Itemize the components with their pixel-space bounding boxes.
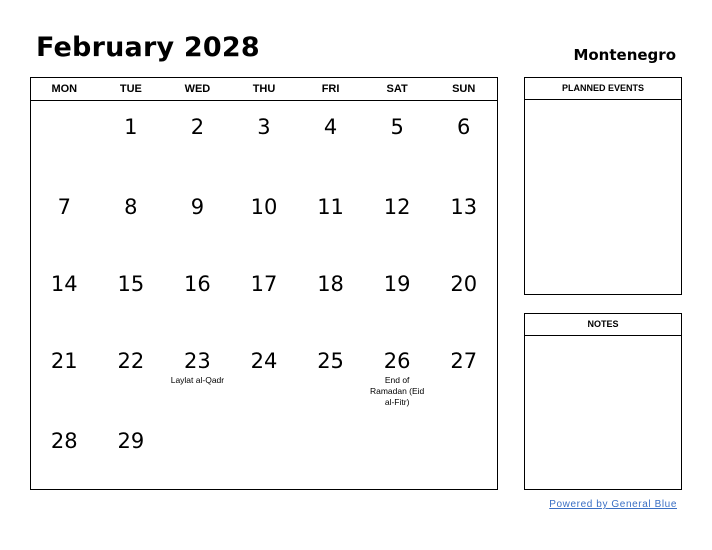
day-number: 1: [124, 115, 138, 139]
day-cell: [231, 101, 298, 181]
day-cell: [164, 335, 231, 415]
day-number: 3: [257, 115, 271, 139]
day-cell: [164, 101, 231, 181]
day-cell: [297, 415, 364, 492]
day-number: 5: [390, 115, 404, 139]
day-cell: [98, 415, 165, 492]
weekday-tue: TUE: [119, 83, 142, 95]
powered-by-link[interactable]: Powered by General Blue: [549, 499, 677, 510]
day-cell: [430, 258, 497, 335]
calendar-days: [31, 101, 497, 492]
day-number: 16: [184, 272, 211, 296]
planned-events-heading: PLANNED EVENTS: [525, 78, 681, 100]
notes-panel: [524, 313, 682, 490]
day-cell: [164, 258, 231, 335]
day-cell: [98, 101, 165, 181]
calendar-grid: [30, 77, 498, 490]
day-cell: [430, 415, 497, 492]
day-cell: [98, 258, 165, 335]
day-cell: [31, 181, 98, 258]
day-number: 8: [124, 195, 138, 219]
day-number: 13: [450, 195, 478, 219]
day-number: 28: [50, 429, 78, 453]
day-cell: [31, 258, 98, 335]
day-number: 2: [190, 115, 205, 139]
day-number: 19: [383, 272, 411, 296]
holiday-label: Laylat al-Qadr: [170, 375, 225, 385]
day-number: 17: [250, 272, 278, 296]
day-cell: [31, 335, 98, 415]
day-number: 29: [117, 429, 145, 453]
day-number: 15: [117, 272, 145, 296]
day-cell: [430, 101, 497, 181]
day-number: 20: [450, 272, 478, 296]
day-number: 18: [317, 272, 344, 296]
country-name: Montenegro: [573, 46, 676, 64]
day-cell: [98, 181, 165, 258]
weekday-header: [31, 78, 497, 101]
day-cell: [430, 335, 497, 415]
day-cell: [98, 335, 165, 415]
holiday-label: End of Ramadan (Eid al-Fitr): [369, 375, 425, 407]
day-cell: [364, 181, 431, 258]
day-cell: [231, 258, 298, 335]
day-cell: [164, 415, 231, 492]
day-number: 24: [250, 349, 278, 373]
day-number: 26: [383, 349, 411, 373]
day-cell: [430, 181, 497, 258]
weekday-wed: WED: [184, 83, 211, 95]
day-number: [164, 415, 231, 429]
day-cell: [297, 101, 364, 181]
day-cell: [297, 258, 364, 335]
day-cell: [364, 335, 431, 415]
day-number: 14: [50, 272, 78, 296]
day-number: 4: [323, 115, 338, 139]
day-cell: [164, 181, 231, 258]
day-cell: [31, 101, 98, 181]
day-cell: [31, 415, 98, 492]
day-number: 6: [457, 115, 471, 139]
day-cell: [231, 181, 298, 258]
day-cell: [364, 258, 431, 335]
weekday-sun: SUN: [452, 83, 476, 95]
day-number: 22: [117, 349, 145, 373]
day-number: 23: [184, 349, 211, 373]
planned-events-panel: [524, 77, 682, 295]
day-number: 21: [50, 349, 78, 373]
weekday-thu: THU: [252, 83, 276, 95]
day-number: 25: [317, 349, 344, 373]
day-number: [31, 101, 98, 115]
day-cell: [364, 101, 431, 181]
weekday-mon: MON: [51, 83, 78, 95]
day-number: [430, 415, 497, 429]
weekday-fri: FRI: [321, 83, 340, 95]
weekday-sat: SAT: [386, 83, 408, 95]
day-number: 10: [250, 195, 278, 219]
day-number: [364, 415, 431, 429]
day-number: [297, 415, 364, 429]
day-number: [231, 415, 298, 429]
day-cell: [364, 415, 431, 492]
day-cell: [231, 335, 298, 415]
day-number: 7: [57, 195, 71, 219]
day-number: 9: [190, 195, 205, 219]
notes-heading: NOTES: [525, 314, 681, 336]
day-cell: [297, 181, 364, 258]
day-number: 27: [450, 349, 478, 373]
day-number: 12: [383, 195, 411, 219]
page-title: February 2028: [36, 32, 260, 63]
day-number: 11: [317, 195, 344, 219]
day-cell: [297, 335, 364, 415]
day-cell: [231, 415, 298, 492]
